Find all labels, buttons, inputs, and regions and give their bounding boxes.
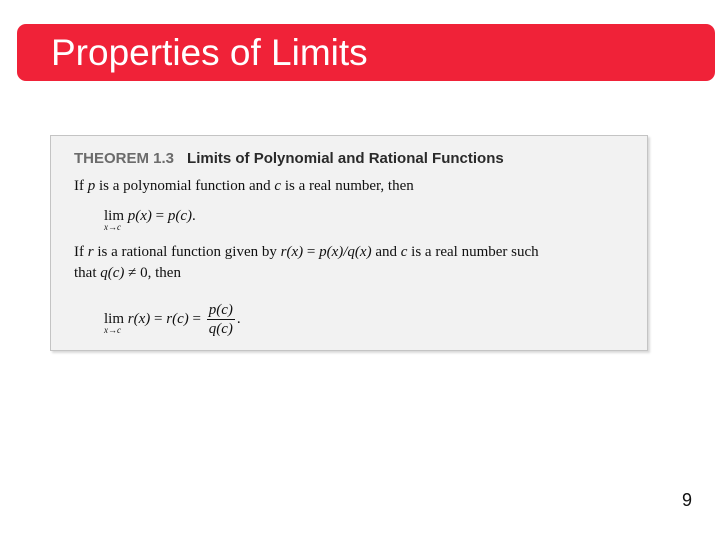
rational-limit-equation xyxy=(104,301,241,338)
lim-word: lim xyxy=(104,310,125,327)
eq2-lhs: r(x) xyxy=(127,310,151,327)
theorem-heading xyxy=(74,150,504,167)
page-number: 9 xyxy=(682,490,693,510)
text: that xyxy=(74,265,101,281)
lim-subscript: x→c xyxy=(104,222,121,232)
fraction xyxy=(207,301,235,338)
theorem-box xyxy=(50,135,648,351)
text: ≠ 0, then xyxy=(124,265,181,281)
equals: = xyxy=(150,310,167,327)
text: is a polynomial function and xyxy=(95,178,275,194)
theorem-statement-2 xyxy=(74,243,539,261)
text: If xyxy=(74,244,88,260)
theorem-name: Limits of Polynomial and Rational Functions xyxy=(187,150,504,167)
var-c: c xyxy=(274,178,282,194)
eq1-lhs: p(x) xyxy=(127,208,152,224)
var-p: p xyxy=(87,178,96,194)
var-qc: q(c) xyxy=(100,265,125,281)
fraction-denominator: q(c) xyxy=(208,321,233,337)
slide-title: Properties of Limits xyxy=(51,32,368,73)
var-pq: p(x)/q(x) xyxy=(319,244,372,260)
polynomial-limit-equation xyxy=(104,207,196,232)
lim-subscript: x→c xyxy=(104,324,121,335)
text: If xyxy=(74,178,88,194)
theorem-number: THEOREM 1.3 xyxy=(74,150,175,167)
theorem-statement-3 xyxy=(74,264,181,282)
equals: = xyxy=(151,208,168,224)
text: is a real number, then xyxy=(281,178,414,194)
text: is a rational function given by xyxy=(93,244,281,260)
period: . xyxy=(192,208,196,224)
var-c: c xyxy=(400,244,408,260)
theorem-statement-1 xyxy=(74,177,414,195)
fraction-numerator: p(c) xyxy=(208,302,233,318)
eq1-rhs: p(c) xyxy=(167,208,193,224)
text: is a real number such xyxy=(407,244,539,260)
title-bar xyxy=(17,24,715,81)
var-r: r xyxy=(87,244,94,260)
var-rx: r(x) xyxy=(280,244,304,260)
equals: = xyxy=(303,244,320,260)
equals: = xyxy=(188,310,205,327)
lim-word: lim xyxy=(104,208,125,224)
limit-operator xyxy=(104,310,125,335)
limit-operator xyxy=(104,207,125,232)
text: and xyxy=(371,244,401,260)
period: . xyxy=(236,310,241,327)
eq2-middle: r(c) xyxy=(166,310,189,327)
